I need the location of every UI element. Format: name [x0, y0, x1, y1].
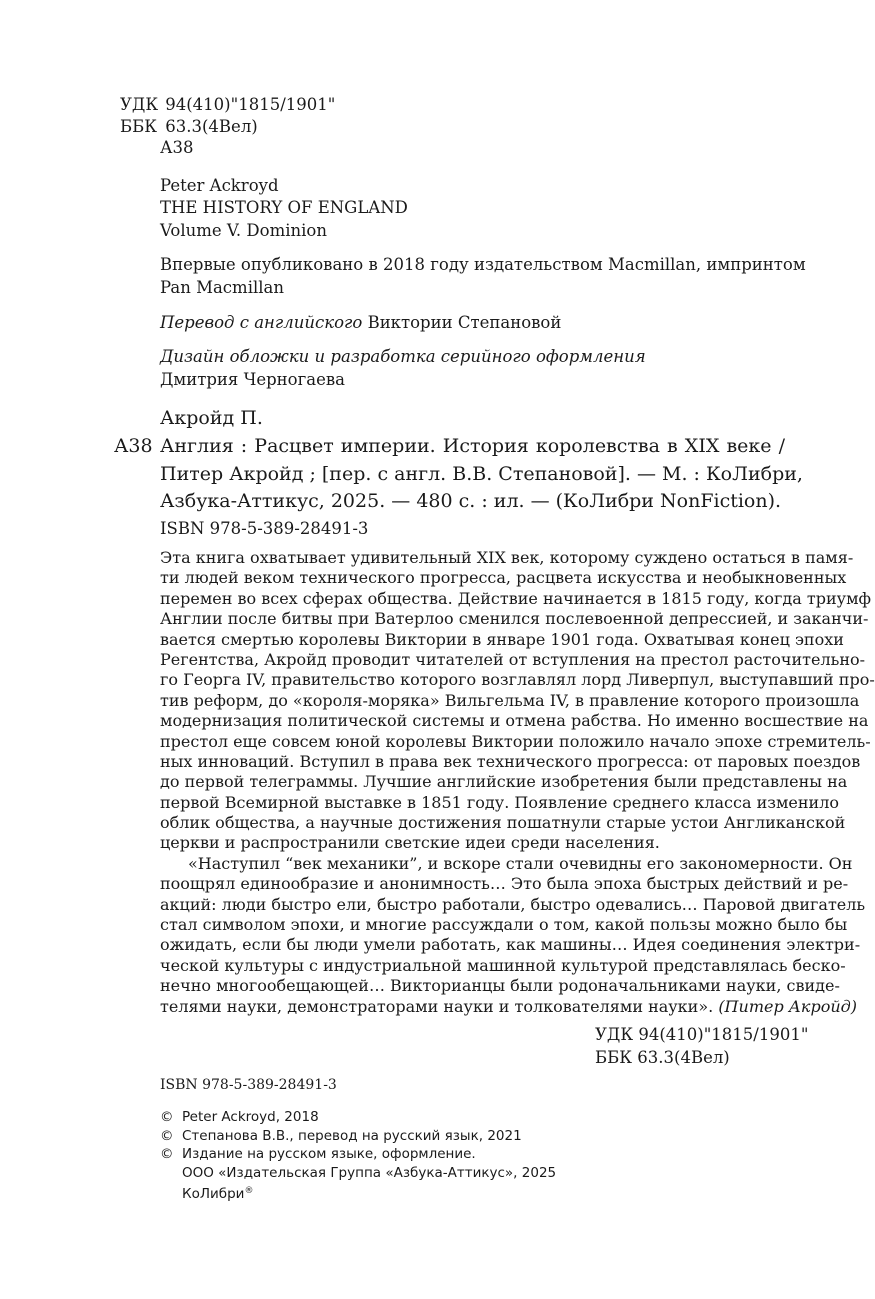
- original-volume: Volume V. Dominion: [160, 221, 327, 240]
- copyright-line-2: [160, 1127, 556, 1146]
- catalog-entry-line-1: Англия : Расцвет империи. История королевства в XIX веке /: [160, 435, 785, 457]
- catalog-isbn: ISBN 978-5-389-28491-3: [160, 519, 369, 538]
- abstract-line: модернизация политической системы и отмена рабства. Но именно восшествие на: [160, 711, 869, 731]
- copyright-symbol: ©: [160, 1146, 174, 1162]
- footer-bbk: ББК 63.3(4Вел): [595, 1048, 730, 1067]
- publication-note-line-1: Впервые опубликовано в 2018 году издательством Macmillan, импринтом: [160, 255, 806, 274]
- original-author: Peter Ackroyd: [160, 176, 279, 195]
- abstract-line: Эта книга охватывает удивительный XIX век, которому суждено остаться в памя-: [160, 548, 854, 567]
- abstract-line: престол еще совсем юной королевы Виктории положило начало эпохе стремитель-: [160, 731, 871, 751]
- abstract-line: церкви и распространили светские идеи среди населения.: [160, 833, 660, 853]
- translator-name: Виктории Степановой: [367, 313, 562, 332]
- bbk-header-line: [120, 115, 258, 138]
- catalog-sign: А38: [114, 435, 153, 457]
- abstract-line: Англии после битвы при Ватерлоо сменился послевоенной депрессией, и заканчи-: [160, 609, 869, 629]
- copyright-line-5: [160, 1182, 556, 1201]
- copyright-line-4: [160, 1164, 556, 1183]
- bbk-value: 63.3(4Вел): [165, 117, 258, 136]
- design-credit-prefix: Дизайн обложки и разработка серийного оформления: [160, 347, 646, 366]
- abstract-line: ных инноваций. Вступил в права век технического прогресса: от паровых поездов: [160, 751, 861, 771]
- translation-prefix: Перевод с английского: [160, 313, 363, 332]
- copyright-line-1: [160, 1108, 556, 1127]
- abstract-line: до первой телеграммы. Лучшие английские изобретения были представлены на: [160, 772, 848, 792]
- udk-header-line: [120, 93, 335, 116]
- quote-attribution: (Питер Акройд): [718, 996, 858, 1016]
- copyright-symbol: ©: [160, 1109, 174, 1125]
- original-title: THE HISTORY OF ENGLAND: [160, 198, 408, 217]
- quote-line: ческой культуры с индустриальной машинной культурой представлялась беско-: [160, 955, 846, 975]
- registered-mark: ®: [244, 1186, 254, 1196]
- isbn-bottom: ISBN 978-5-389-28491-3: [160, 1077, 337, 1093]
- copyright-symbol: ©: [160, 1127, 174, 1144]
- copyright-text-1: Peter Ackroyd, 2018: [182, 1109, 319, 1125]
- abstract-line: го Георга IV, правительство которого возглавлял лорд Ливерпул, выступавший про-: [160, 670, 875, 690]
- bbk-label: ББК: [120, 117, 158, 136]
- quote-line: акций: люди быстро ели, быстро работали, быстро одевались… Паровой двигатель: [160, 894, 866, 914]
- abstract-line: вается смертью королевы Виктории в январе 1901 года. Охватывая конец эпохи: [160, 629, 844, 649]
- copyright-text-3: Издание на русском языке, оформление.: [182, 1146, 476, 1162]
- quote-line: поощрял единообразие и анонимность… Это была эпоха быстрых действий и ре-: [160, 874, 849, 894]
- abstract: [160, 548, 875, 1017]
- abstract-line: тив реформ, до «короля-моряка» Вильгельма IV, в правление которого произошла: [160, 690, 860, 710]
- quote-last-line: [160, 996, 858, 1017]
- udk-value: 94(410)"1815/1901": [165, 95, 336, 114]
- catalog-entry-body: [160, 433, 803, 516]
- author-sign-header: А38: [160, 138, 194, 157]
- quote-line: стал символом эпохи, и многие рассуждали о том, какой пользы можно было бы: [160, 915, 848, 935]
- quote-last-text: телями науки, демонстраторами науки и толкователями науки».: [160, 996, 714, 1016]
- copyright-line-3: [160, 1145, 556, 1164]
- abstract-line: облик общества, а научные достижения пошатнули старые устои Англиканской: [160, 813, 846, 833]
- translation-credit: [160, 311, 561, 334]
- quote-line: «Наступил “век механики”, и вскоре стали очевидны его закономерности. Он: [188, 853, 853, 873]
- catalog-entry-line-3: Азбука-Аттикус, 2025. — 480 с. : ил. — (КоЛибри NonFiction).: [160, 490, 782, 513]
- abstract-line: первой Всемирной выставке в 1851 году. Появление среднего класса изменило: [160, 792, 839, 812]
- designer-name: Дмитрия Черногаева: [160, 370, 345, 389]
- catalog-author-heading: Акройд П.: [160, 407, 263, 429]
- abstract-line: Регентства, Акройд проводит читателей от вступления на престол расточительно-: [160, 649, 866, 669]
- catalog-entry-line-2: Питер Акройд ; [пер. с англ. В.В. Степановой]. — М. : КоЛибри,: [160, 462, 803, 485]
- copyright-text-4: ООО «Издательская Группа «Азбука-Аттикус», 2025: [182, 1164, 557, 1181]
- quote-line: ожидать, если бы люди умели работать, как машины… Идея соединения электри-: [160, 935, 861, 955]
- udk-label: УДК: [120, 95, 159, 114]
- copyright-text-2: Степанова В.В., перевод на русский язык, 2021: [182, 1127, 522, 1144]
- abstract-line: ти людей веком технического прогресса, расцвета искусства и необыкновенных: [160, 568, 847, 588]
- copyright-text-5: КоЛибри: [182, 1186, 245, 1202]
- publication-note-line-2: Pan Macmillan: [160, 278, 284, 297]
- quote-line: нечно многообещающей… Викторианцы были родоначальниками науки, свиде-: [160, 976, 840, 996]
- footer-codes: [595, 1023, 809, 1069]
- copyright-block: [160, 1108, 556, 1201]
- footer-udk: УДК 94(410)"1815/1901": [595, 1025, 809, 1044]
- abstract-line: перемен во всех сферах общества. Действие начинается в 1815 году, когда триумф: [160, 588, 872, 608]
